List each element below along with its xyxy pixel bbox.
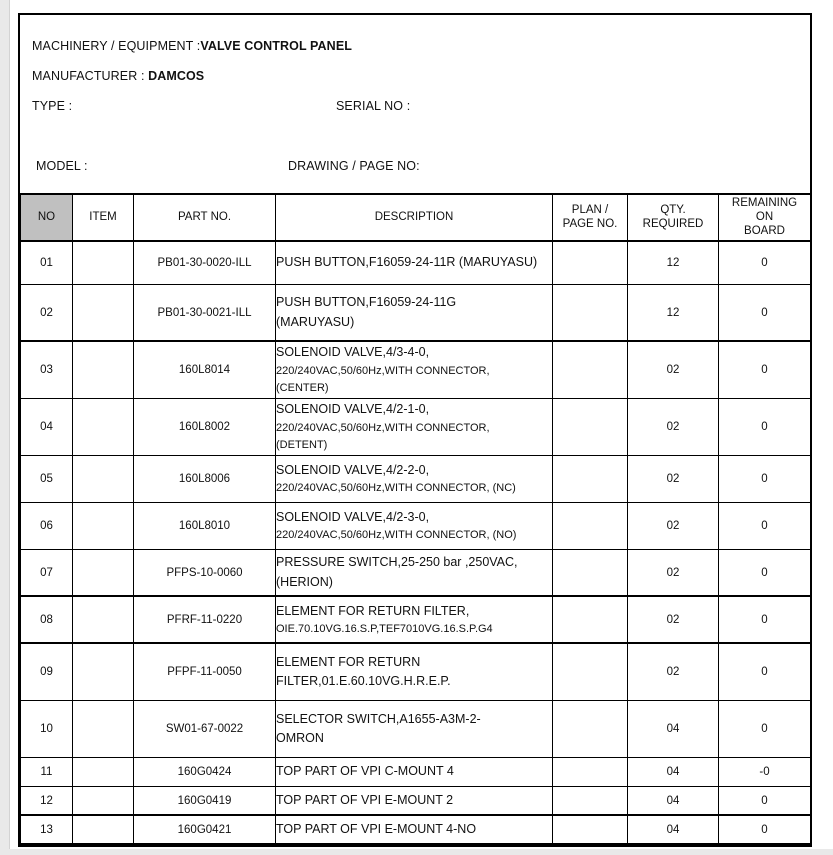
cell-part-no: 160G0424 <box>134 757 276 786</box>
cell-item <box>73 786 134 815</box>
cell-remaining-on-board: 0 <box>719 700 811 757</box>
cell-plan-page-no <box>553 596 628 643</box>
cell-part-no: 160G0421 <box>134 815 276 844</box>
description-line: 220/240VAC,50/60Hz,WITH CONNECTOR, (NO) <box>276 529 517 542</box>
cell-description <box>276 455 553 502</box>
table-row[interactable] <box>21 596 811 643</box>
cell-no: 04 <box>21 398 73 455</box>
cell-qty-required: 02 <box>628 549 719 596</box>
cell-plan-page-no <box>553 341 628 398</box>
equipment-info-block <box>20 15 810 193</box>
cell-no: 13 <box>21 815 73 844</box>
cell-no: 11 <box>21 757 73 786</box>
cell-qty-required: 04 <box>628 700 719 757</box>
column-header-part-no: PART NO. <box>134 194 276 241</box>
cell-remaining-on-board: 0 <box>719 284 811 341</box>
table-row[interactable] <box>21 455 811 502</box>
cell-qty-required: 12 <box>628 241 719 284</box>
column-header-plan-line2: PAGE NO. <box>562 217 618 230</box>
description-line: SELECTOR SWITCH,A1655-A3M-2- <box>276 711 481 726</box>
table-row[interactable] <box>21 700 811 757</box>
cell-part-no: 160L8014 <box>134 341 276 398</box>
column-header-remaining-line1: REMAINING ON <box>731 197 798 223</box>
description-line: 220/240VAC,50/60Hz,WITH CONNECTOR, <box>276 421 490 434</box>
cell-description <box>276 398 553 455</box>
description-line: FILTER,01.E.60.10VG.H.R.E.P. <box>276 674 451 689</box>
cell-item <box>73 341 134 398</box>
description-line: (CENTER) <box>276 381 329 394</box>
table-header-row <box>21 194 811 241</box>
cell-remaining-on-board: 0 <box>719 815 811 844</box>
cell-item <box>73 596 134 643</box>
description-line: ELEMENT FOR RETURN <box>276 654 421 669</box>
table-row[interactable] <box>21 757 811 786</box>
manufacturer-label: MANUFACTURER : <box>32 69 149 83</box>
machinery-equipment-value: VALVE CONTROL PANEL <box>200 39 352 53</box>
cell-plan-page-no <box>553 455 628 502</box>
description-line: 220/240VAC,50/60Hz,WITH CONNECTOR, <box>276 364 490 377</box>
column-header-remaining-on-board <box>719 194 811 241</box>
cell-description <box>276 700 553 757</box>
cell-part-no: PFRF-11-0220 <box>134 596 276 643</box>
column-header-plan-page-no <box>553 194 628 241</box>
cell-part-no: SW01-67-0022 <box>134 700 276 757</box>
cell-remaining-on-board: 0 <box>719 241 811 284</box>
manufacturer-value: DAMCOS <box>148 69 205 83</box>
cell-part-no: PFPF-11-0050 <box>134 643 276 700</box>
spare-parts-table <box>20 193 811 845</box>
cell-plan-page-no <box>553 786 628 815</box>
cell-item <box>73 284 134 341</box>
cell-item <box>73 700 134 757</box>
cell-no: 07 <box>21 549 73 596</box>
cell-plan-page-no <box>553 284 628 341</box>
description-line: (HERION) <box>276 574 333 589</box>
cell-qty-required: 02 <box>628 643 719 700</box>
table-row[interactable] <box>21 241 811 284</box>
table-row[interactable] <box>21 786 811 815</box>
page-left-gutter <box>0 0 10 855</box>
cell-plan-page-no <box>553 502 628 549</box>
cell-part-no: PB01-30-0021-ILL <box>134 284 276 341</box>
cell-qty-required: 02 <box>628 596 719 643</box>
cell-description <box>276 241 553 284</box>
description-line: TOP PART OF VPI E-MOUNT 2 <box>276 792 454 807</box>
description-line: (MARUYASU) <box>276 314 355 329</box>
cell-remaining-on-board: 0 <box>719 643 811 700</box>
table-row[interactable] <box>21 398 811 455</box>
cell-item <box>73 549 134 596</box>
page-bottom-strip <box>0 849 833 855</box>
cell-item <box>73 502 134 549</box>
cell-plan-page-no <box>553 815 628 844</box>
machinery-equipment-label: MACHINERY / EQUIPMENT : <box>32 39 201 53</box>
cell-item <box>73 398 134 455</box>
cell-remaining-on-board: 0 <box>719 455 811 502</box>
cell-part-no: PB01-30-0020-ILL <box>134 241 276 284</box>
column-header-remaining-line2: BOARD <box>744 224 785 237</box>
cell-part-no: 160L8002 <box>134 398 276 455</box>
cell-no: 09 <box>21 643 73 700</box>
cell-qty-required: 04 <box>628 786 719 815</box>
cell-description <box>276 643 553 700</box>
cell-plan-page-no <box>553 757 628 786</box>
column-header-item: ITEM <box>73 194 134 241</box>
cell-no: 01 <box>21 241 73 284</box>
cell-plan-page-no <box>553 700 628 757</box>
cell-qty-required: 02 <box>628 455 719 502</box>
description-line: 220/240VAC,50/60Hz,WITH CONNECTOR, (NC) <box>276 482 516 495</box>
model-label: MODEL : <box>36 159 88 173</box>
cell-no: 05 <box>21 455 73 502</box>
description-line: TOP PART OF VPI E-MOUNT 4-NO <box>276 822 477 837</box>
cell-description <box>276 786 553 815</box>
manufacturer-line <box>32 69 204 83</box>
cell-remaining-on-board: 0 <box>719 596 811 643</box>
cell-remaining-on-board: 0 <box>719 786 811 815</box>
table-row[interactable] <box>21 284 811 341</box>
cell-plan-page-no <box>553 241 628 284</box>
cell-no: 08 <box>21 596 73 643</box>
cell-part-no: 160L8010 <box>134 502 276 549</box>
cell-item <box>73 241 134 284</box>
table-header <box>21 194 811 241</box>
column-header-qty-required: QTY. REQUIRED <box>628 194 719 241</box>
cell-description <box>276 502 553 549</box>
cell-description <box>276 341 553 398</box>
cell-description <box>276 815 553 844</box>
cell-item <box>73 757 134 786</box>
description-line: OIE.70.10VG.16.S.P,TEF7010VG.16.S.P.G4 <box>276 623 493 636</box>
cell-description <box>276 596 553 643</box>
description-line: SOLENOID VALVE,4/3-4-0, <box>276 345 430 360</box>
table-row[interactable] <box>21 815 811 844</box>
table-row[interactable] <box>21 341 811 398</box>
cell-remaining-on-board: 0 <box>719 341 811 398</box>
cell-item <box>73 643 134 700</box>
cell-description <box>276 757 553 786</box>
table-row[interactable] <box>21 643 811 700</box>
column-header-plan-line1: PLAN / <box>571 203 609 216</box>
description-line: SOLENOID VALVE,4/2-3-0, <box>276 509 430 524</box>
column-header-description: DESCRIPTION <box>276 194 553 241</box>
cell-description <box>276 284 553 341</box>
cell-part-no: 160G0419 <box>134 786 276 815</box>
table-row[interactable] <box>21 549 811 596</box>
cell-part-no: 160L8006 <box>134 455 276 502</box>
cell-item <box>73 455 134 502</box>
cell-qty-required: 12 <box>628 284 719 341</box>
cell-remaining-on-board: -0 <box>719 757 811 786</box>
description-line: OMRON <box>276 730 324 745</box>
column-header-no: NO <box>21 194 73 241</box>
machinery-equipment-line <box>32 39 352 53</box>
spare-parts-document <box>18 13 812 847</box>
cell-description <box>276 549 553 596</box>
cell-qty-required: 02 <box>628 341 719 398</box>
cell-qty-required: 04 <box>628 757 719 786</box>
table-row[interactable] <box>21 502 811 549</box>
cell-remaining-on-board: 0 <box>719 398 811 455</box>
cell-plan-page-no <box>553 398 628 455</box>
description-line: PUSH BUTTON,F16059-24-11R (MARUYASU) <box>276 255 538 270</box>
cell-no: 02 <box>21 284 73 341</box>
cell-remaining-on-board: 0 <box>719 502 811 549</box>
cell-no: 12 <box>21 786 73 815</box>
cell-remaining-on-board: 0 <box>719 549 811 596</box>
drawing-page-no-label: DRAWING / PAGE NO: <box>288 159 420 173</box>
cell-qty-required: 04 <box>628 815 719 844</box>
cell-part-no: PFPS-10-0060 <box>134 549 276 596</box>
description-line: PRESSURE SWITCH,25-250 bar ,250VAC, <box>276 555 518 570</box>
description-line: ELEMENT FOR RETURN FILTER, <box>276 603 470 618</box>
table-body <box>21 241 811 844</box>
cell-plan-page-no <box>553 643 628 700</box>
description-line: PUSH BUTTON,F16059-24-11G <box>276 295 457 310</box>
serial-no-label: SERIAL NO : <box>336 99 411 113</box>
description-line: SOLENOID VALVE,4/2-2-0, <box>276 462 430 477</box>
description-line: SOLENOID VALVE,4/2-1-0, <box>276 402 430 417</box>
cell-qty-required: 02 <box>628 398 719 455</box>
cell-no: 06 <box>21 502 73 549</box>
cell-item <box>73 815 134 844</box>
description-line: (DETENT) <box>276 438 328 451</box>
cell-no: 03 <box>21 341 73 398</box>
cell-no: 10 <box>21 700 73 757</box>
type-label: TYPE : <box>32 99 73 113</box>
description-line: TOP PART OF VPI C-MOUNT 4 <box>276 764 454 779</box>
cell-qty-required: 02 <box>628 502 719 549</box>
cell-plan-page-no <box>553 549 628 596</box>
